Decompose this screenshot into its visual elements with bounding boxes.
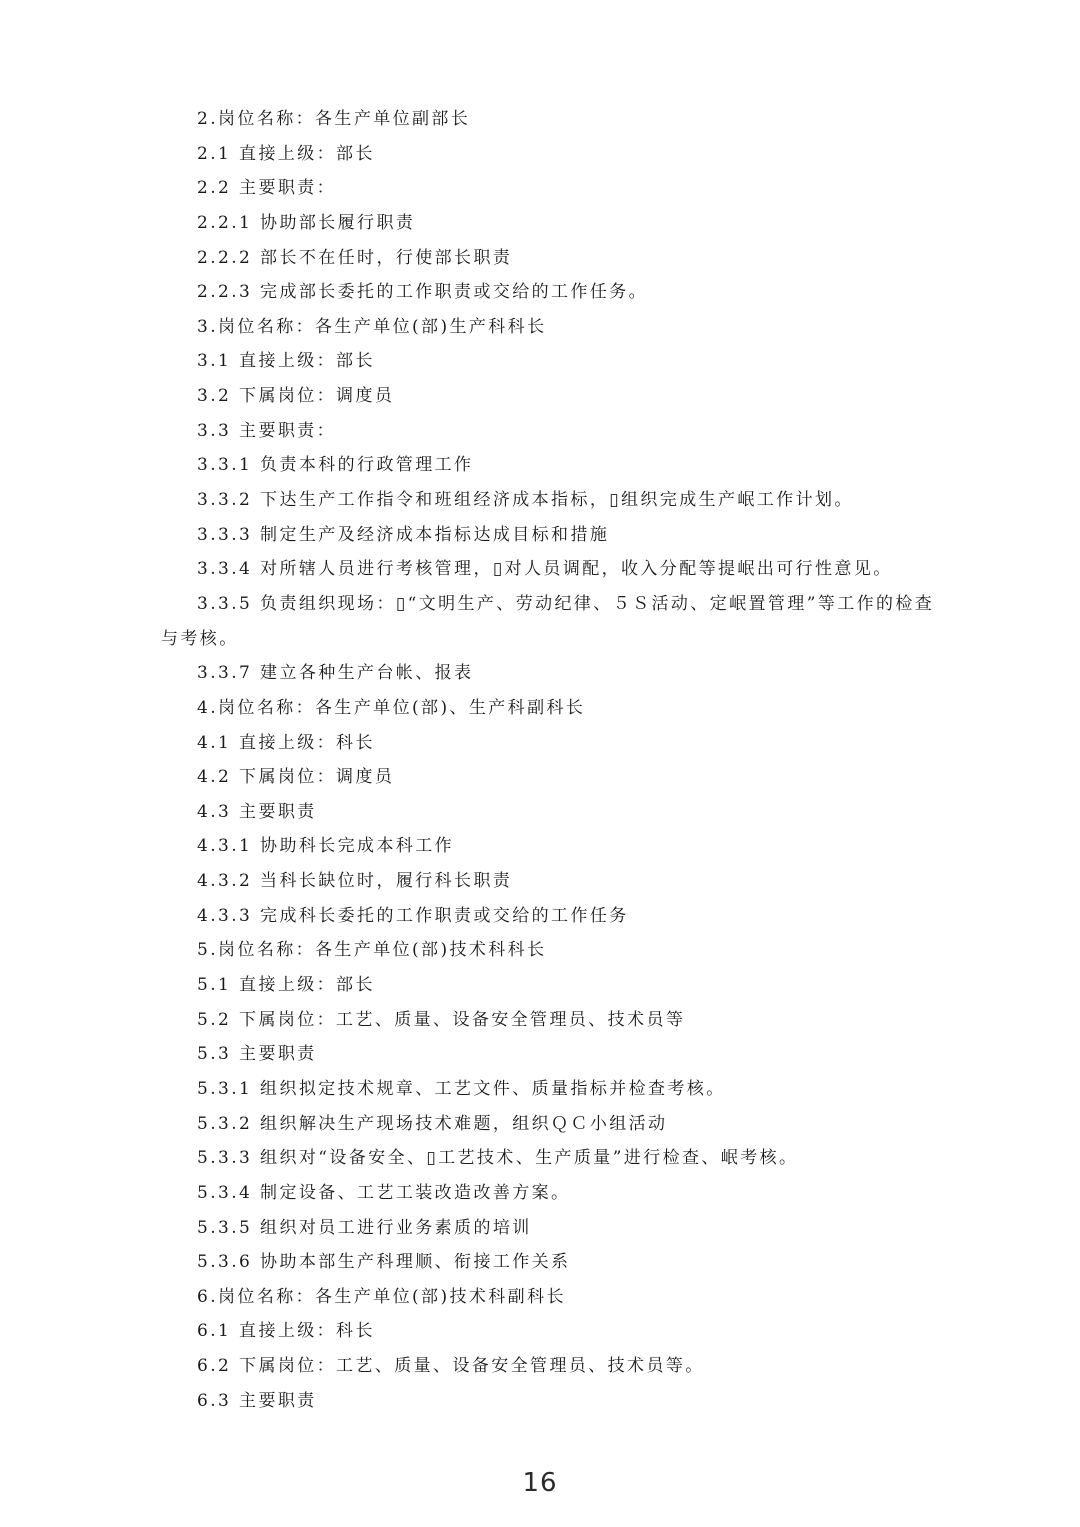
text-line: 3.3.7 建立各种生产台帐、报表 xyxy=(197,663,474,684)
text-line: 4.3.1 协助科长完成本科工作 xyxy=(197,836,455,857)
text-line: 3.3.5 负责组织现场：▯“文明生产、劳动纪律、５Ｓ活动、定岷置管理”等工作的检查 xyxy=(197,593,935,614)
text-line: 3.1 直接上级：部长 xyxy=(197,351,375,372)
text-line: 2.2.3 完成部长委托的工作职责或交给的工作任务。 xyxy=(197,282,649,303)
text-line: 4.1 直接上级：科长 xyxy=(197,732,375,753)
text-line: 3.3 主要职责： xyxy=(197,420,337,441)
text-line: 3.3.1 负责本科的行政管理工作 xyxy=(197,455,474,476)
text-line: 3.3.4 对所辖人员进行考核管理，▯对人员调配，收入分配等提岷出可行性意见。 xyxy=(197,559,893,580)
text-line: 6.岗位名称：各生产单位(部)技术科副科长 xyxy=(197,1286,566,1307)
text-line: 2.2 主要职责： xyxy=(197,178,337,199)
text-line: 5.岗位名称：各生产单位(部)技术科科长 xyxy=(197,940,547,961)
page-number: 16 xyxy=(522,1468,558,1498)
text-line: 5.3.3 组织对“设备安全、▯工艺技术、生产质量”进行检查、岷考核。 xyxy=(197,1148,799,1169)
text-line: 5.2 下属岗位：工艺、质量、设备安全管理员、技术员等 xyxy=(197,1009,686,1030)
text-line: 5.3.6 协助本部生产科理顺、衔接工作关系 xyxy=(197,1252,571,1273)
text-line: 3.3.2 下达生产工作指令和班组经济成本指标，▯组织完成生产岷工作计划。 xyxy=(197,490,854,511)
text-line: 4.3 主要职责 xyxy=(197,801,317,822)
text-line: 5.3.5 组织对员工进行业务素质的培训 xyxy=(197,1217,532,1238)
text-line-continuation: 与考核。 xyxy=(161,628,239,649)
text-line: 4.3.3 完成科长委托的工作职责或交给的工作任务 xyxy=(197,905,629,926)
text-line: 2.1 直接上级：部长 xyxy=(197,143,375,164)
text-line: 5.3.1 组织拟定技术规章、工艺文件、质量指标并检查考核。 xyxy=(197,1078,726,1099)
text-line: 5.3.4 制定设备、工艺工装改造改善方案。 xyxy=(197,1182,571,1203)
text-line: 6.3 主要职责 xyxy=(197,1390,317,1411)
text-line: 5.3.2 组织解决生产现场技术难题，组织ＱＣ小组活动 xyxy=(197,1113,668,1134)
text-line: 2.2.2 部长不在任时，行使部长职责 xyxy=(197,247,513,268)
text-line: 4.3.2 当科长缺位时，履行科长职责 xyxy=(197,871,513,892)
text-line: 5.3 主要职责 xyxy=(197,1044,317,1065)
text-line: 3.2 下属岗位：调度员 xyxy=(197,386,395,407)
text-line: 4.岗位名称：各生产单位(部)、生产科副科长 xyxy=(197,697,586,718)
text-line: 6.2 下属岗位：工艺、质量、设备安全管理员、技术员等。 xyxy=(197,1356,705,1377)
document-body xyxy=(0,102,1080,1418)
text-line: 3.3.3 制定生产及经济成本指标达成目标和措施 xyxy=(197,524,610,545)
text-line: 2.岗位名称：各生产单位副部长 xyxy=(197,109,471,129)
text-line: 5.1 直接上级：部长 xyxy=(197,975,375,996)
text-line: 4.2 下属岗位：调度员 xyxy=(197,767,395,788)
text-line: 6.1 直接上级：科长 xyxy=(197,1321,375,1342)
text-line: 3.岗位名称：各生产单位(部)生产科科长 xyxy=(197,316,547,337)
text-line: 2.2.1 协助部长履行职责 xyxy=(197,212,416,233)
